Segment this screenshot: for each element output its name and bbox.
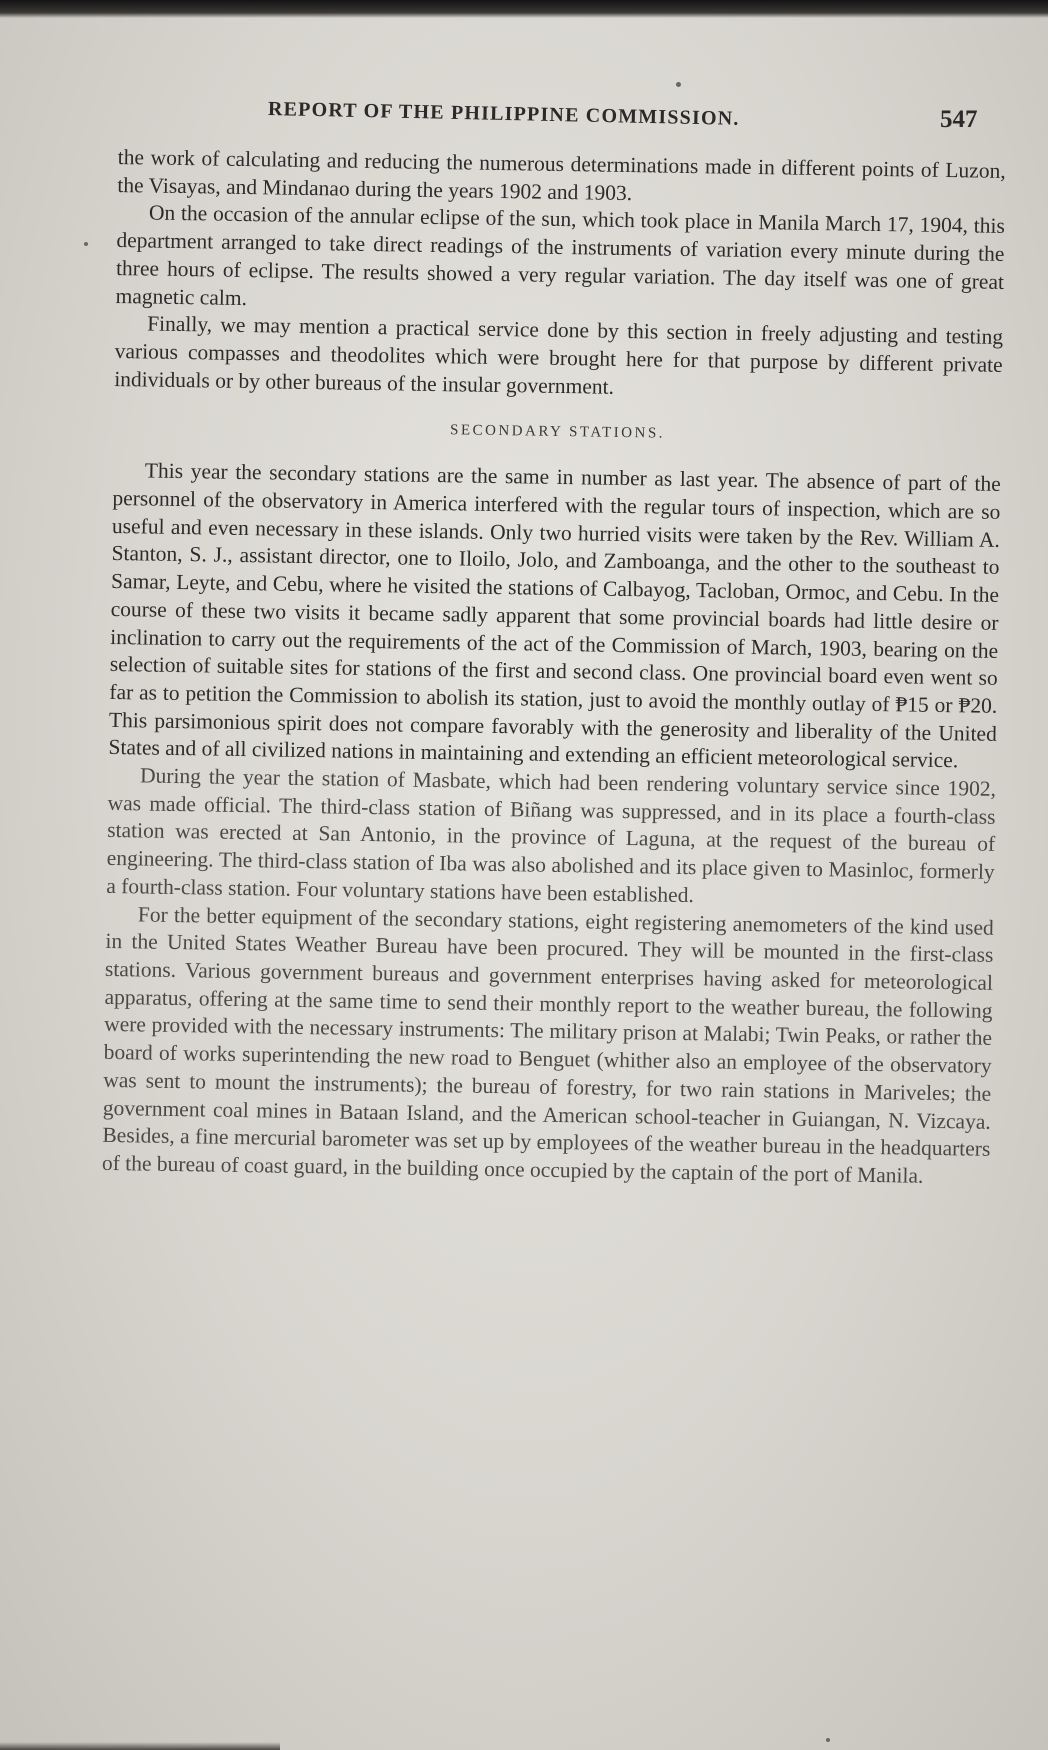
- dust-speck: [84, 242, 88, 246]
- paragraph-secondary-stations: This year the secondary stations are the same in number as last year. The absence of part of the personnel of the observatory in America interfered with the regular tours of inspection, which are so useful and even necessary in these islands. Only two hurried visits were taken by the Rev. William A. Stanton, S. J., assistant director, one to Iloilo, Jolo, and Zamboanga, and the other to the southeast to Samar, Leyte, and Cebu, where he visited the stations of Calbayog, Tacloban, Ormoc, and Cebu. In the course of these two visits it became sadly apparent that some provincial boards had little desire or inclination to carry out the requirements of the act of the Commission of March, 1903, bearing on the selection of suitable sites for stations of the first and second class. One provincial board even went so far as to petition the Commission to abolish its station, just to avoid the monthly outlay of ₱15 or ₱20. This parsimonious spirit does not compare favorably with the generosity and liberality of the United States and of all civilized nations in maintaining and extending an efficient meteorological service.: [108, 458, 1001, 773]
- paragraph-station-changes: During the year the station of Masbate, which had been rendering voluntary service since 1902, was made official. The third-class station of Biñang was suppressed, and in its place a fourth-class station was erected at San Antonio, in the province of Laguna, at the request of the bureau of engineering. The third-class station of Iba was also abolished and its place given to Masinloc, formerly a fourth-class station. Four voluntary stations have been established.: [106, 763, 997, 908]
- page-header: [0, 92, 1048, 132]
- page-body: [102, 144, 1006, 1191]
- paragraph-equipment: For the better equipment of the secondary stations, eight registering anemometers of the kind used in the United States Weather Bureau have been procured. They will be mounted in the first-class stations. Various government bureaus and government enterprises having asked for meteorological apparatus, offering at the same time to send their monthly report to the weather bureau, the following were provided with the necessary instruments: The military prison at Malabi; Twin Peaks, or rather the board of works superintending the new road to Benguet (whither also an employee of the observatory was sent to mount the instruments); the bureau of forestry, for two rain stations in Mariveles; the government coal mines in Bataan Island, and the American school-teacher in Guiangan, N. Vizcaya. Besides, a fine mercurial barometer was set up by employees of the weather bureau in the headquarters of the bureau of coast guard, in the building once occupied by the captain of the port of Manila.: [101, 901, 994, 1188]
- page-top-shadow: [0, 0, 1048, 18]
- paragraph-compasses: Finally, we may mention a practical service done by this section in freely adjusting and testing various compasses and theodolites which were brought here for that purpose by different private individuals or by other bureaus of the insular government.: [114, 311, 1004, 399]
- paragraph-continued: the work of calculating and reducing the numerous determinations made in different points of Luzon, the Visayas, and Mindanao during the years 1902 and 1903.: [117, 144, 1006, 205]
- page-bottom-shadow: [0, 1742, 280, 1750]
- dust-speck: [676, 82, 681, 87]
- running-title: REPORT OF THE PHILIPPINE COMMISSION.: [267, 98, 740, 130]
- section-heading: SECONDARY STATIONS.: [449, 422, 666, 442]
- page-number: 547: [940, 106, 978, 133]
- dust-speck: [826, 1738, 830, 1742]
- paragraph-eclipse: On the occasion of the annular eclipse of the sun, which took place in Manila March 17, 1904, this department arranged to take direct readings of the instruments of variation every minute during the three hours of eclipse. The results showed a very regular variation. The day itself was one of great magnetic calm.: [115, 200, 1006, 310]
